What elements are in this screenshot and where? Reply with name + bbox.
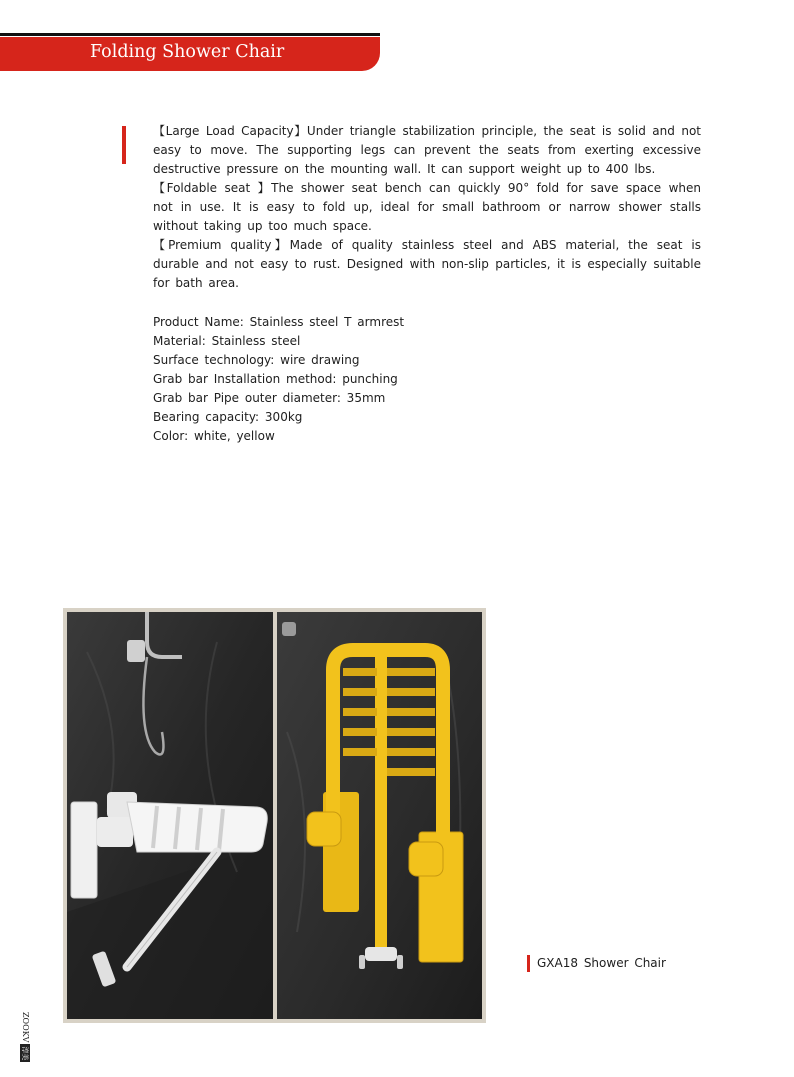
- page-title: Folding Shower Chair: [90, 42, 285, 62]
- product-caption: GXA18 Shower Chair: [537, 956, 666, 970]
- brand-name: ZOOKV: [21, 1012, 30, 1043]
- spec-bearing-capacity: Bearing capacity: 300kg: [153, 410, 303, 424]
- photo-white-chair: [67, 612, 273, 1019]
- feature-load-capacity: 【Large Load Capacity】Under triangle stabilization principle, the seat is solid and not easy to move. The supporting legs can prevent the seats from exerting excessive destructive pressure on the mounting wall. It can support weight up to 400 lbs.: [153, 124, 701, 176]
- side-brand-label: [20, 1012, 30, 1062]
- header-rule: [0, 33, 380, 36]
- spec-material: Material: Stainless steel: [153, 334, 301, 348]
- section-accent-bar: [122, 126, 126, 164]
- spec-installation: Grab bar Installation method: punching: [153, 372, 398, 386]
- caption-accent-bar: [527, 955, 530, 972]
- photo-yellow-chair: [277, 612, 482, 1019]
- spec-pipe-diameter: Grab bar Pipe outer diameter: 35mm: [153, 391, 386, 405]
- product-photo-frame: [63, 608, 486, 1023]
- spec-product-name: Product Name: Stainless steel T armrest: [153, 315, 405, 329]
- brand-tag: 淳美: [21, 1046, 29, 1061]
- feature-foldable-seat: 【Foldable seat 】The shower seat bench can quickly 90° fold for save space when not in use. It is easy to fold up, ideal for small bathroom or narrow shower stalls without taking up too much space.: [153, 181, 701, 233]
- spec-surface: Surface technology: wire drawing: [153, 353, 360, 367]
- feature-premium-quality: 【Premium quality】Made of quality stainless steel and ABS material, the seat is durable and not easy to rust. Designed with non-slip particles, it is especially suitable for bath area.: [153, 238, 701, 290]
- spec-list: [153, 313, 404, 446]
- spec-color: Color: white, yellow: [153, 429, 275, 443]
